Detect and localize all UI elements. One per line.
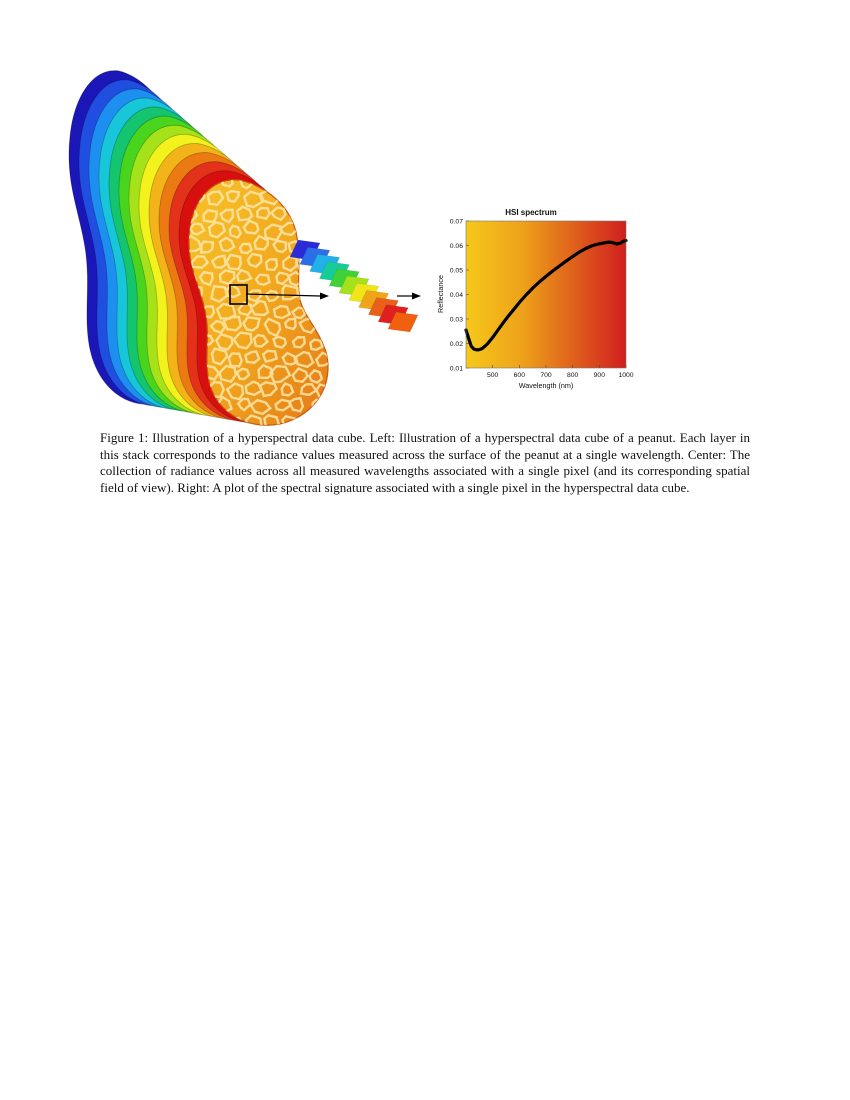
arrow-stack-to-plot xyxy=(397,293,421,300)
y-tick-label: 0.04 xyxy=(449,292,463,299)
x-axis-label: Wavelength (nm) xyxy=(518,381,574,390)
shell-cell xyxy=(298,226,314,238)
pixel-spectral-stack xyxy=(290,240,418,332)
shell-cell xyxy=(194,416,209,430)
shell-cell xyxy=(309,210,321,221)
hsi-spectrum-chart xyxy=(436,208,634,390)
y-tick-label: 0.03 xyxy=(449,316,463,324)
figure-caption: Figure 1: Illustration of a hyperspectral data cube. Left: Illustration of a hyperspectral data cube of a peanut. Each layer in this stack corresponds to the radiance values measured across the surface of the peanut at a single wavelength. Center: The collection of radiance values across all measured wavelengths associated with a single pixel (and its corresponding spatial field of view). Right: A plot of the spectral signature associated with a single pixel in the hyperspectral data cube. xyxy=(100,430,750,495)
y-tick-label: 0.05 xyxy=(449,267,463,275)
y-tick-label: 0.06 xyxy=(449,243,463,250)
x-tick-label: 900 xyxy=(593,372,606,379)
x-tick-label: 500 xyxy=(486,372,499,379)
shell-cell xyxy=(308,301,321,315)
y-axis-label: Reflectance xyxy=(436,275,445,313)
shell-cell xyxy=(213,417,224,428)
y-tick-label: 0.01 xyxy=(449,365,463,373)
shell-cell xyxy=(298,194,312,206)
x-tick-label: 700 xyxy=(540,372,552,379)
y-tick-label: 0.07 xyxy=(449,218,463,226)
shell-cell xyxy=(286,194,297,205)
shell-cell xyxy=(318,321,335,334)
shell-cell xyxy=(321,223,333,232)
x-tick-label: 600 xyxy=(513,372,526,379)
x-tick-label: 1000 xyxy=(618,372,634,379)
y-tick-label: 0.02 xyxy=(449,341,463,348)
chart-title: HSI spectrum xyxy=(505,208,557,217)
shell-cell xyxy=(308,175,323,191)
shell-cell xyxy=(318,192,330,204)
shell-cell xyxy=(301,418,315,430)
shell-cell xyxy=(316,417,330,430)
shell-cell xyxy=(289,173,302,188)
x-tick-label: 800 xyxy=(566,372,579,379)
shell-cell xyxy=(274,176,291,190)
figure-illustration xyxy=(0,0,850,430)
